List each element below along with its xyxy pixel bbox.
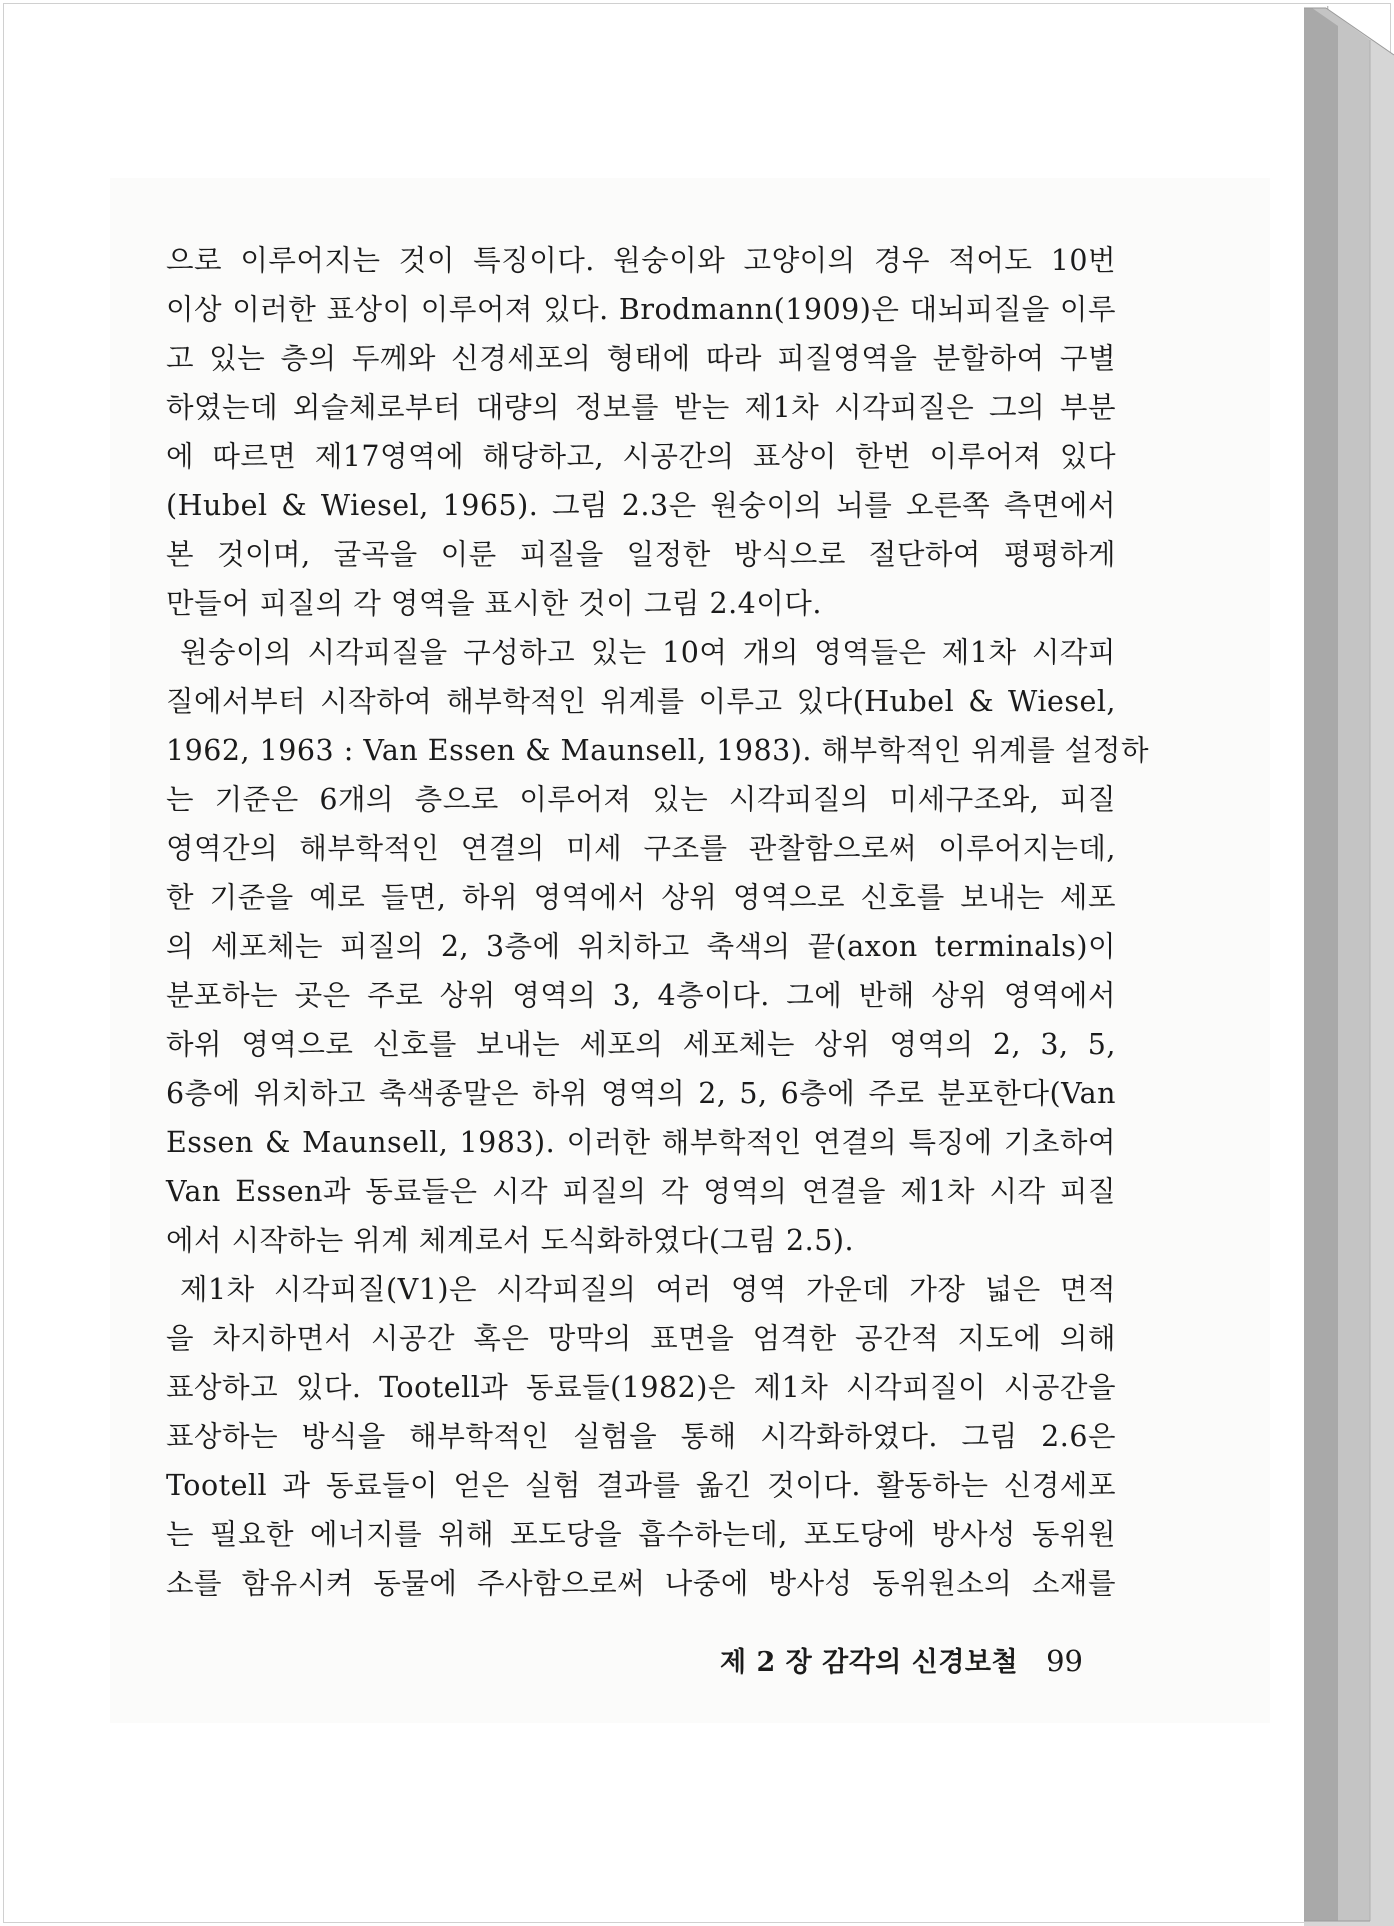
page-stack-edge [1304, 0, 1394, 1926]
text-line: 는 필요한 에너지를 위해 포도당을 흡수하는데, 포도당에 방사성 동위원 [166, 1518, 1116, 1551]
body-text [166, 236, 1149, 1608]
text-line: 제1차 시각피질(V1)은 시각피질의 여러 영역 가운데 가장 넓은 면적 [180, 1273, 1116, 1306]
text-line: (Hubel & Wiesel, 1965). 그림 2.3은 원숭이의 뇌를 오른쪽 측면에서 [166, 489, 1116, 522]
text-line: 고 있는 층의 두께와 신경세포의 형태에 따라 피질영역을 분할하여 구별 [166, 342, 1116, 375]
text-line: 을 차지하면서 시공간 혹은 망막의 표면을 엄격한 공간적 지도에 의해 [166, 1322, 1116, 1355]
text-line: Essen & Maunsell, 1983). 이러한 해부학적인 연결의 특징에 기초하여 [166, 1126, 1116, 1159]
text-line: 는 기준은 6개의 층으로 이루어져 있는 시각피질의 미세구조와, 피질 [166, 783, 1116, 816]
text-line: Tootell 과 동료들이 얻은 실험 결과를 옮긴 것이다. 활동하는 신경세포 [166, 1469, 1116, 1502]
text-line: 분포하는 곳은 주로 상위 영역의 3, 4층이다. 그에 반해 상위 영역에서 [166, 979, 1116, 1012]
text-line: 6층에 위치하고 축색종말은 하위 영역의 2, 5, 6층에 주로 분포한다(Van [166, 1077, 1116, 1110]
text-line: 에서 시작하는 위계 체계로서 도식화하였다(그림 2.5). [166, 1224, 855, 1257]
text-line: 의 세포체는 피질의 2, 3층에 위치하고 축색의 끝(axon terminals)이 [166, 930, 1116, 963]
text-line: 한 기준을 예로 들면, 하위 영역에서 상위 영역으로 신호를 보내는 세포 [166, 881, 1116, 914]
text-line: 만들어 피질의 각 영역을 표시한 것이 그림 2.4이다. [166, 587, 822, 620]
text-line: 으로 이루어지는 것이 특징이다. 원숭이와 고양이의 경우 적어도 10번 [166, 244, 1116, 277]
text-line: 원숭이의 시각피질을 구성하고 있는 10여 개의 영역들은 제1차 시각피 [180, 636, 1116, 669]
text-line: Van Essen과 동료들은 시각 피질의 각 영역의 연결을 제1차 시각 피질 [166, 1175, 1116, 1208]
running-footer-chapter: 제 2 장 감각의 신경보철 [719, 1647, 1019, 1678]
text-line: 하였는데 외슬체로부터 대량의 정보를 받는 제1차 시각피질은 그의 부분 [166, 391, 1116, 424]
text-line: 이상 이러한 표상이 이루어져 있다. Brodmann(1909)은 대뇌피질을 이루 [166, 293, 1116, 326]
text-line: 표상하고 있다. Tootell과 동료들(1982)은 제1차 시각피질이 시공간을 [166, 1371, 1116, 1404]
text-line: 1962, 1963 : Van Essen & Maunsell, 1983). 해부학적인 위계를 설정하 [166, 734, 1149, 767]
text-line: 표상하는 방식을 해부학적인 실험을 통해 시각화하였다. 그림 2.6은 [166, 1420, 1116, 1453]
text-line: 에 따르면 제17영역에 해당하고, 시공간의 표상이 한번 이루어져 있다 [166, 440, 1116, 473]
text-line: 하위 영역으로 신호를 보내는 세포의 세포체는 상위 영역의 2, 3, 5, [166, 1028, 1116, 1061]
text-line: 영역간의 해부학적인 연결의 미세 구조를 관찰함으로써 이루어지는데, [166, 832, 1116, 865]
text-line: 본 것이며, 굴곡을 이룬 피질을 일정한 방식으로 절단하여 평평하게 [166, 538, 1116, 571]
text-line: 소를 함유시켜 동물에 주사함으로써 나중에 방사성 동위원소의 소재를 [166, 1567, 1116, 1600]
page-footer [166, 1640, 1083, 1679]
page-number: 99 [1046, 1644, 1083, 1678]
text-line: 질에서부터 시작하여 해부학적인 위계를 이루고 있다(Hubel & Wiesel, [166, 685, 1116, 718]
